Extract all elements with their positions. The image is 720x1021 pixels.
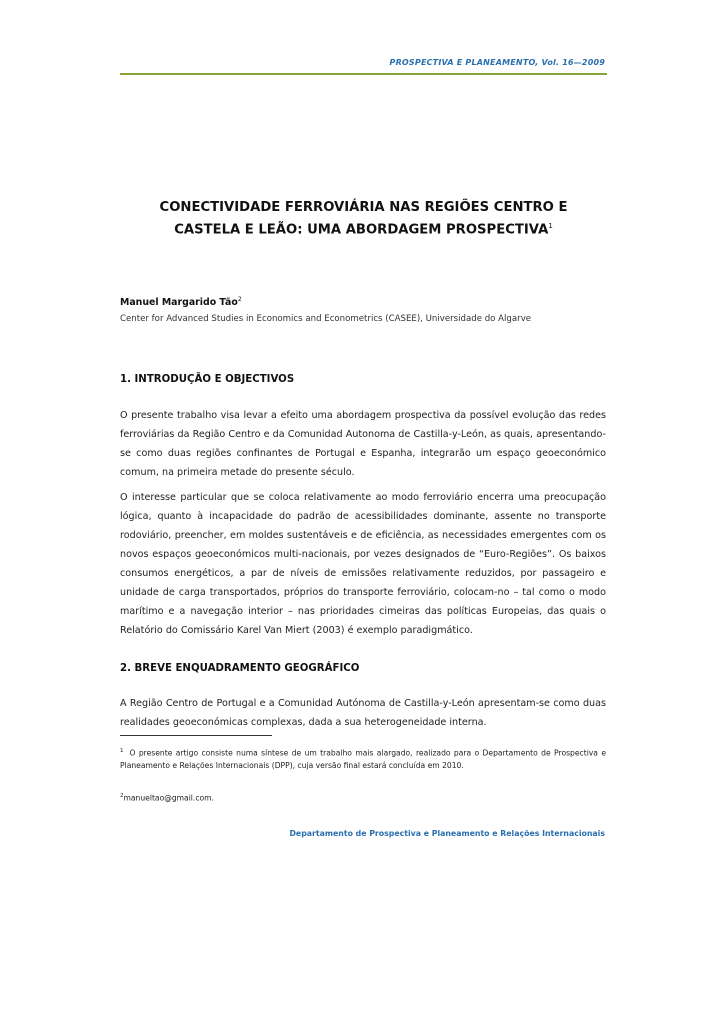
title-line-2 — [120, 217, 607, 239]
paragraph-3: A Região Centro de Portugal e a Comunidad Autónoma de Castilla-y-León apresentam-se como duas realidades geoeconómicas complexas, dada a sua heterogeneidade interna. — [120, 698, 606, 728]
page-footer: Departamento de Prospectiva e Planeamento e Relações Internacionais — [289, 829, 605, 838]
section-heading-2: 2. BREVE ENQUADRAMENTO GEOGRÁFICO — [120, 663, 360, 674]
footnote-2-text[interactable]: manueltao@gmail.com. — [123, 793, 214, 803]
title-line-2-text: CASTELA E LEÃO: UMA ABORDAGEM PROSPECTIVA — [174, 222, 549, 238]
paper-title — [120, 198, 607, 239]
author-name — [120, 296, 242, 308]
running-header: PROSPECTIVA E PLANEAMENTO, Vol. 16—2009 — [389, 58, 605, 67]
title-footnote-mark[interactable]: 1 — [548, 222, 553, 230]
footnote-2 — [120, 790, 606, 805]
paragraph-2: O interesse particular que se coloca relativamente ao modo ferroviário encerra uma preocupação lógica, quanto à incapacidade do padrão de acessibilidades dominante, assente no transporte rodoviário, preencher, em moldes sustentáveis e de eficiência, as necessidades emergentes com os novos espaços geoeconómicos multi-nacionais, por vezes designados de “Euro-Regiões”. Os baixos consumos energéticos, a par de níveis de emissões relativamente reduzidos, por passageiro e unidade de carga transportados, próprios do transporte ferroviário, colocam-no – tal como o modo marítimo e a navegação interior – nas prioridades cimeiras das políticas Europeias, das quais o Relatório do Comissário Karel Van Miert (2003) é exemplo paradigmático. — [120, 492, 606, 636]
section-heading-1: 1. INTRODUÇÃO E OBJECTIVOS — [120, 374, 295, 385]
footnote-separator — [120, 735, 272, 736]
author-name-text: Manuel Margarido Tão — [120, 297, 238, 309]
author-affiliation: Center for Advanced Studies in Economics and Econometrics (CASEE), Universidade do Algarve — [120, 314, 532, 324]
footnote-1-mark: 1 — [120, 748, 124, 754]
paragraph-1: O presente trabalho visa levar a efeito uma abordagem prospectiva da possível evolução das redes ferroviárias da Região Centro e da Comunidad Autonoma de Castilla-y-León, as quais, apresentando-se como duas regiões confinantes de Portugal e Espanha, integrarão um espaço geoeconómico comum, na primeira metade do presente século. — [120, 410, 606, 478]
footnote-1 — [120, 745, 606, 773]
title-line-1: CONECTIVIDADE FERROVIÁRIA NAS REGIÕES CENTRO E — [159, 200, 568, 215]
author-footnote-mark[interactable]: 2 — [237, 296, 242, 303]
footnote-1-text: O presente artigo consiste numa síntese de um trabalho mais alargado, realizado para o Departamento de Prospectiva e Planeamento e Relações Internacionais (DPP), cuja versão final estará concluída em 2010. — [120, 748, 606, 771]
header-rule — [120, 73, 607, 75]
footnote-2-mark: 2 — [120, 793, 124, 799]
